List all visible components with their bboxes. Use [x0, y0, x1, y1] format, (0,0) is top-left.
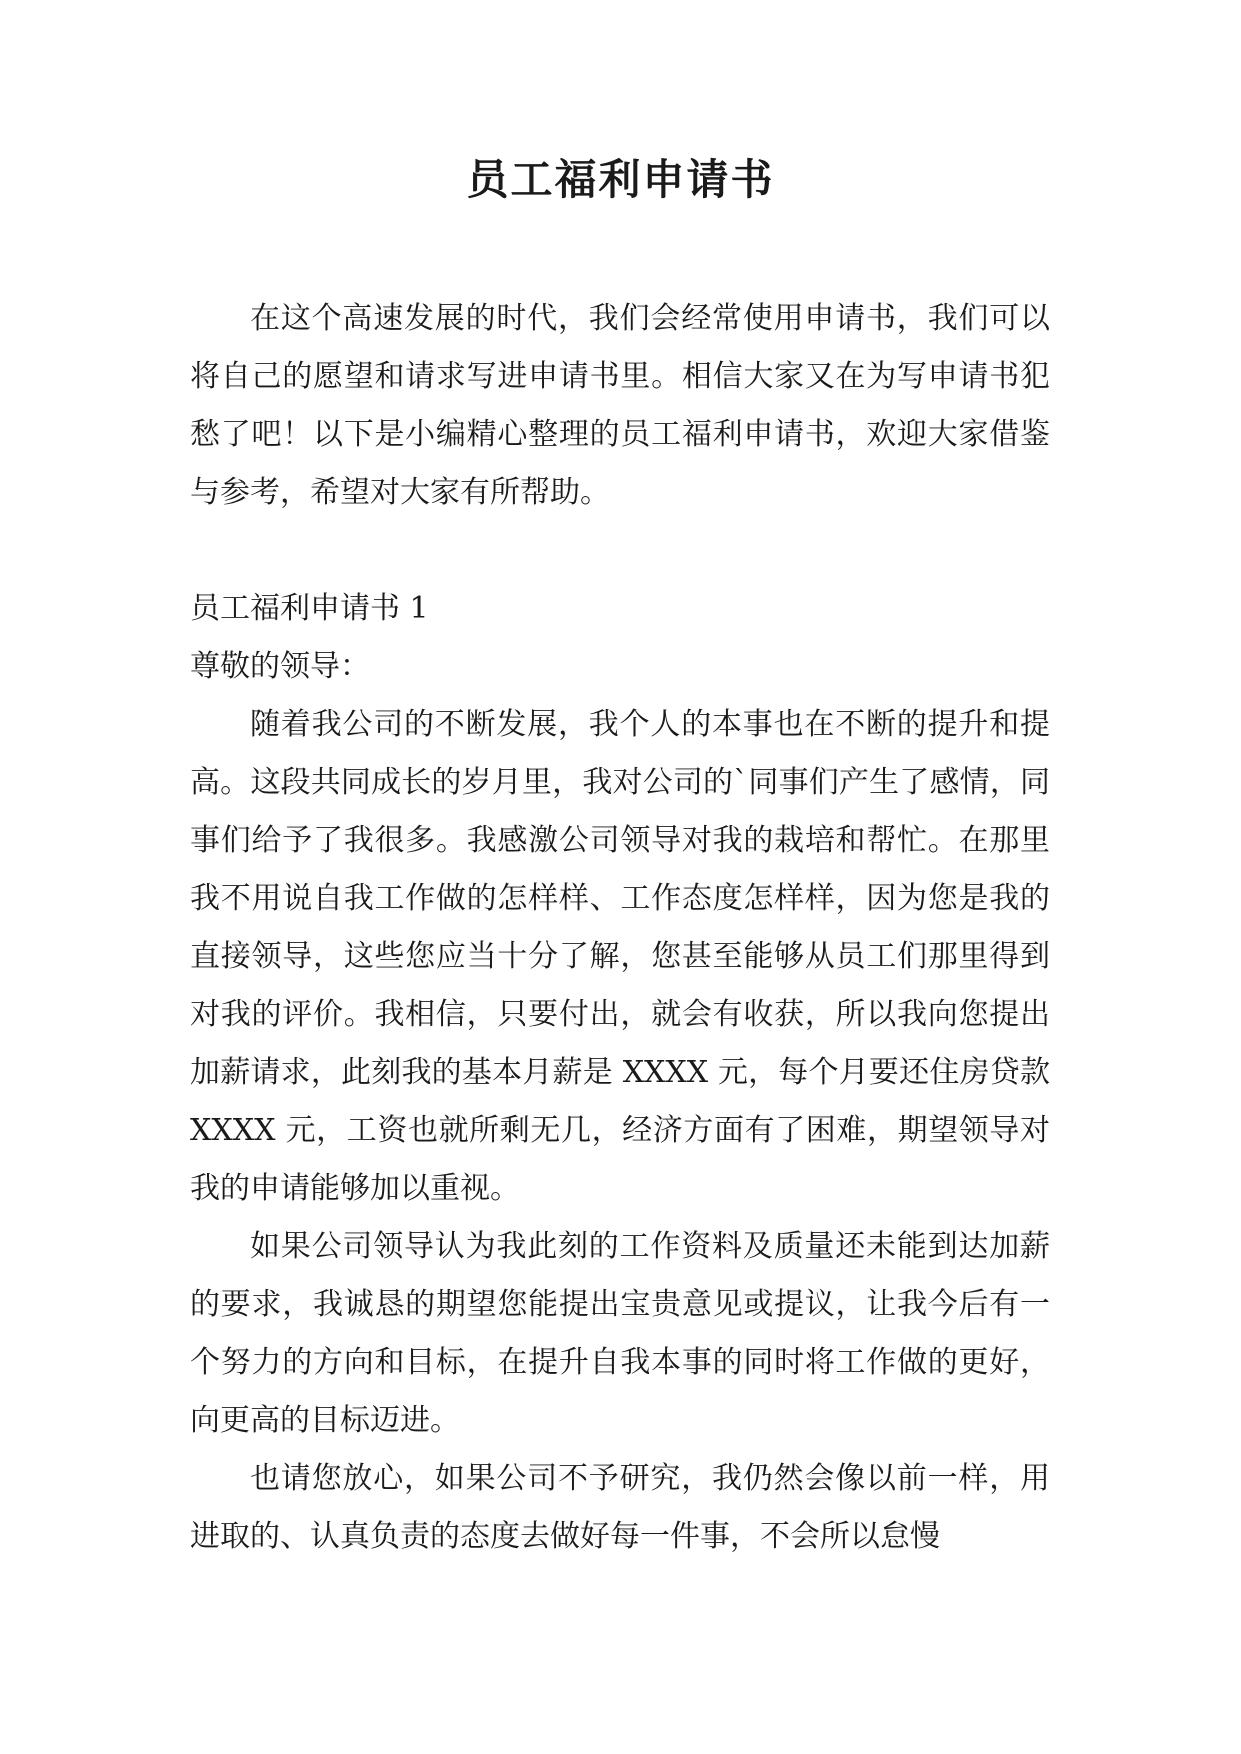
body-paragraph: 随着我公司的不断发展，我个人的本事也在不断的提升和提高。这段共同成长的岁月里，我对公司的`同事们产生了感情，同事们给予了我很多。我感激公司领导对我的栽培和帮忙。在那里我不用说自我工作做的怎样样、工作态度怎样样，因为您是我的直接领导，这些您应当十分了解，您甚至能够从员工们那里得到对我的评价。我相信，只要付出，就会有收获，所以我向您提出加薪请求，此刻我的基本月薪是 XXXX 元，每个月要还住房贷款 XXXX 元，工资也就所剩无几，经济方面有了困难，期望领导对我的申请能够加以重视。: [190, 707, 1050, 1206]
document-title: 员工福利申请书: [466, 155, 775, 204]
section-heading: 员工福利申请书 1: [190, 591, 429, 626]
body-paragraph: 也请您放心，如果公司不予研究，我仍然会像以前一样，用进取的、认真负责的态度去做好每一件事，不会所以怠慢: [190, 1461, 1050, 1554]
intro-paragraph: 在这个高速发展的时代，我们会经常使用申请书，我们可以将自己的愿望和请求写进申请书里。相信大家又在为写申请书犯愁了吧！以下是小编精心整理的员工福利申请书，欢迎大家借鉴与参考，希望对大家有所帮助。: [190, 301, 1050, 510]
body-paragraph: 如果公司领导认为我此刻的工作资料及质量还未能到达加薪的要求，我诚恳的期望您能提出宝贵意见或提议，让我今后有一个努力的方向和目标，在提升自我本事的同时将工作做的更好，向更高的目标迈进。: [190, 1229, 1050, 1438]
salutation: 尊敬的领导：: [190, 649, 370, 684]
document-body: [190, 290, 1050, 1566]
